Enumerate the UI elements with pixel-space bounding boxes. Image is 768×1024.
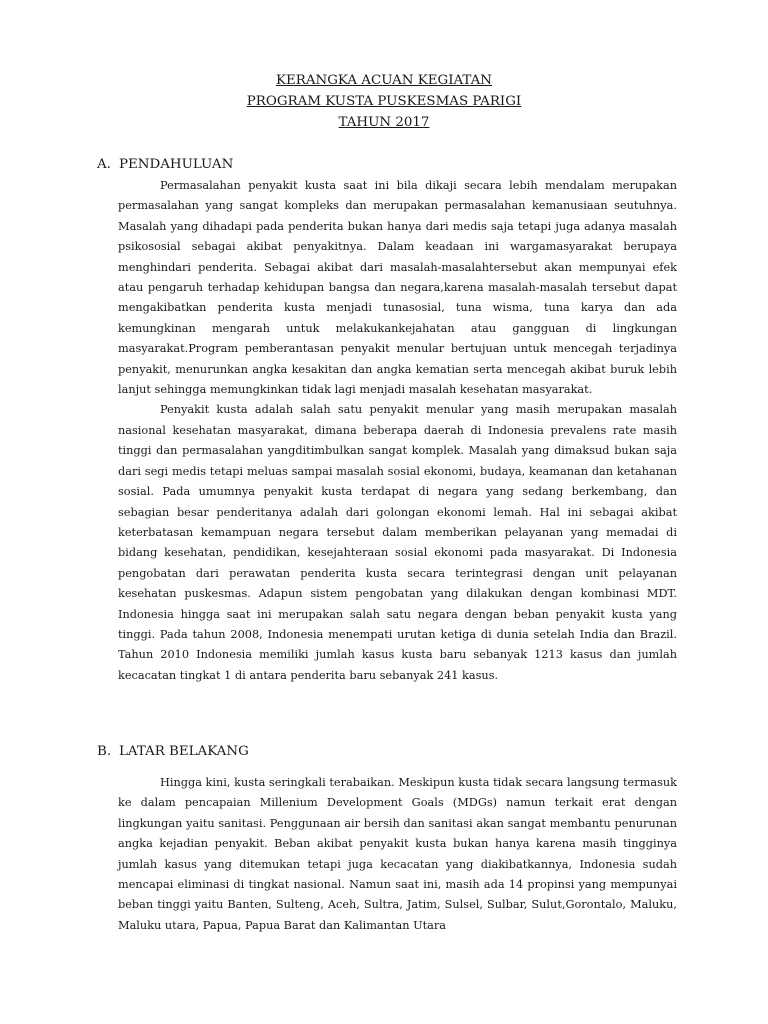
section-body-pendahuluan: [118, 176, 677, 686]
title-line-2: PROGRAM KUSTA PUSKESMAS PARIGI: [246, 94, 522, 109]
paragraph: Permasalahan penyakit kusta saat ini bila dikaji secara lebih mendalam merupakan permasalahan yang sangat kompleks dan merupakan permasalahan kemanusiaan seutuhnya. Masalah yang dihadapi pada penderita bukan hanya dari medis saja tetapi juga adanya masalah psikososial sebagai akibat penyakitnya. Dalam keadaan ini wargamasyarakat berupaya menghindari penderita. Sebagai akibat dari masalah-masalahtersebut akan mempunyai efek atau pengaruh terhadap kehidupan bangsa dan negara,karena masalah-masalah tersebut dapat mengakibatkan penderita kusta menjadi tunasosial, tuna wisma, tuna karya dan ada kemungkinan mengarah untuk melakukankejahatan atau gangguan di lingkungan masyarakat.Program pemberantasan penyakit menular bertujuan untuk mencegah terjadinya penyakit, menurunkan angka kesakitan dan angka kematian serta mencegah akibat buruk lebih lanjut sehingga memungkinkan tidak lagi menjadi masalah kesehatan masyarakat.: [118, 179, 677, 397]
document-title: [0, 70, 768, 133]
paragraph: Hingga kini, kusta seringkali terabaikan. Meskipun kusta tidak secara langsung termasuk ke dalam pencapaian Millenium Development Goals (MDGs) namun terkait erat dengan lingkungan yaitu sanitasi. Penggunaan air bersih dan sanitasi akan sangat membantu penurunan angka kejadian penyakit. Beban akibat penyakit kusta bukan hanya karena masih tingginya jumlah kasus yang ditemukan tetapi juga kecacatan yang diakibatkannya, Indonesia sudah mencapai eliminasi di tingkat nasional. Namun saat ini, masih ada 14 propinsi yang mempunyai beban tinggi yaitu Banten, Sulteng, Aceh, Sultra, Jatim, Sulsel, Sulbar, Sulut,Gorontalo, Maluku, Maluku utara, Papua, Papua Barat dan Kalimantan Utara: [118, 776, 677, 932]
paragraph: Penyakit kusta adalah salah satu penyakit menular yang masih merupakan masalah nasional kesehatan masyarakat, dimana beberapa daerah di Indonesia prevalens rate masih tinggi dan permasalahan yangditimbulkan sangat komplek. Masalah yang dimaksud bukan saja dari segi medis tetapi meluas sampai masalah sosial ekonomi, budaya, keamanan dan ketahanan sosial. Pada umumnya penyakit kusta terdapat di negara yang sedang berkembang, dan sebagian besar penderitanya adalah dari golongan ekonomi lemah. Hal ini sebagai akibat keterbatasan kemampuan negara tersebut dalam memberikan pelayanan yang memadai di bidang kesehatan, pendidikan, kesejahteraan sosial ekonomi pada masyarakat. Di Indonesia pengobatan dari perawatan penderita kusta secara terintegrasi dengan unit pelayanan kesehatan puskesmas. Adapun sistem pengobatan yang dilakukan dengan kombinasi MDT. Indonesia hingga saat ini merupakan salah satu negara dengan beban penyakit kusta yang tinggi. Pada tahun 2008, Indonesia menempati urutan ketiga di dunia setelah India dan Brazil. Tahun 2010 Indonesia memiliki jumlah kasus kusta baru sebanyak 1213 kasus dan jumlah kecacatan tingkat 1 di antara penderita baru sebanyak 241 kasus.: [118, 403, 677, 682]
title-line-1: KERANGKA ACUAN KEGIATAN: [275, 73, 493, 88]
title-line-3: TAHUN 2017: [338, 115, 430, 130]
section-body-latar-belakang: [118, 773, 677, 936]
section-heading-latar-belakang: [97, 742, 249, 762]
section-title: PENDAHULUAN: [119, 157, 234, 172]
section-letter: B.: [97, 744, 112, 759]
section-letter: A.: [97, 157, 111, 172]
section-heading-pendahuluan: [97, 155, 233, 175]
section-title: LATAR BELAKANG: [119, 744, 249, 759]
